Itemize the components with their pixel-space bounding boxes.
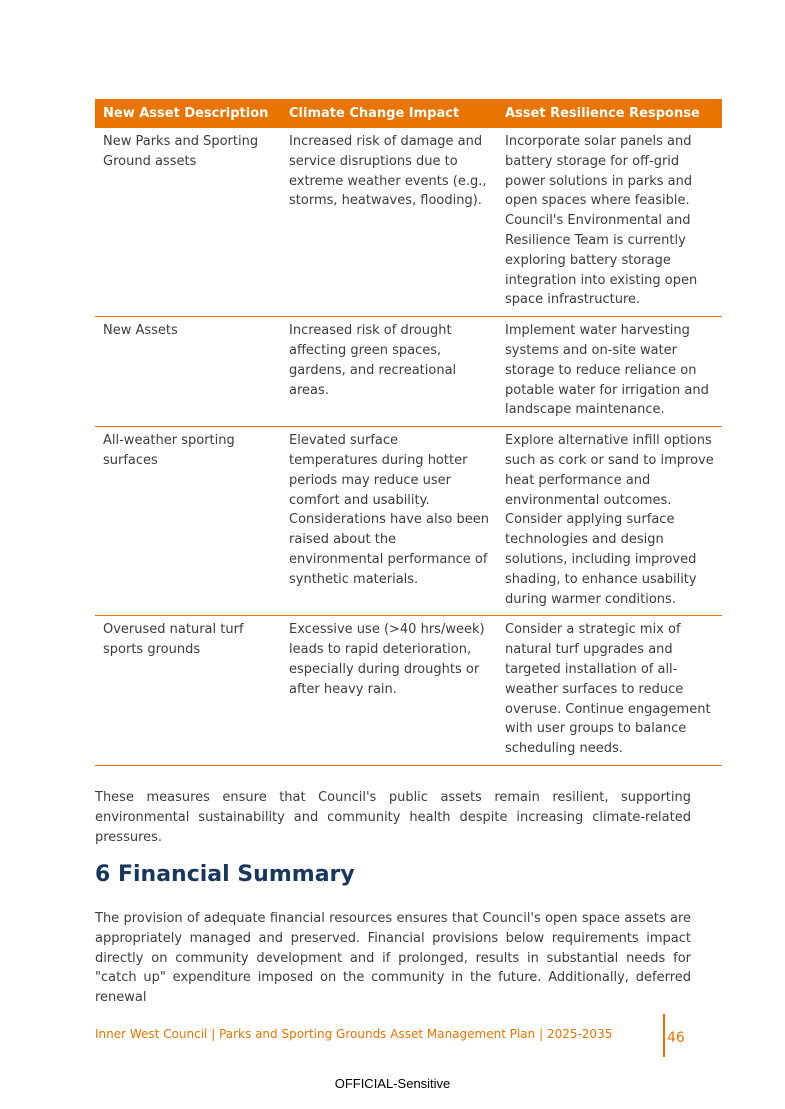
table-cell: Overused natural turf sports grounds [95, 616, 281, 766]
table-row [95, 427, 722, 616]
table-cell: Increased risk of damage and service disruptions due to extreme weather events (e.g., storms, heatwaves, flooding). [281, 128, 497, 317]
table-cell: Explore alternative infill options such as cork or sand to improve heat performance and environmental outcomes. Consider applying surface technologies and design solutions, including improved shading, to enhance usability during warmer conditions. [497, 427, 722, 616]
table-cell: Increased risk of drought affecting green spaces, gardens, and recreational areas. [281, 317, 497, 427]
table-cell: All-weather sporting surfaces [95, 427, 281, 616]
column-header: Climate Change Impact [281, 99, 497, 128]
column-header: New Asset Description [95, 99, 281, 128]
table-cell: Elevated surface temperatures during hotter periods may reduce user comfort and usability. Considerations have also been raised about the environmental performance of synthetic materials. [281, 427, 497, 616]
table-cell: New Parks and Sporting Ground assets [95, 128, 281, 317]
table-cell: Implement water harvesting systems and on-site water storage to reduce reliance on potable water for irrigation and landscape maintenance. [497, 317, 722, 427]
page-number: 46 [667, 1030, 685, 1046]
column-header: Asset Resilience Response [497, 99, 722, 128]
classification-label: OFFICIAL-Sensitive [334, 1076, 451, 1091]
table-cell: Incorporate solar panels and battery storage for off-grid power solutions in parks and open spaces where feasible. Council's Environmental and Resilience Team is currently exploring battery storage integration into existing open space infrastructure. [497, 128, 722, 317]
table-row [95, 616, 722, 766]
table-cell: Excessive use (>40 hrs/week) leads to rapid deterioration, especially during droughts or after heavy rain. [281, 616, 497, 766]
footer-text: Inner West Council | Parks and Sporting Grounds Asset Management Plan | 2025-2035 [95, 1027, 613, 1041]
table-cell: Consider a strategic mix of natural turf upgrades and targeted installation of all-weather surfaces to reduce overuse. Continue engagement with user groups to balance scheduling needs. [497, 616, 722, 766]
summary-paragraph: These measures ensure that Council's public assets remain resilient, supporting environmental sustainability and community health despite increasing climate-related pressures. [95, 790, 691, 845]
table-row [95, 317, 722, 427]
climate-resilience-table [95, 99, 722, 766]
table-row [95, 128, 722, 317]
table-cell: New Assets [95, 317, 281, 427]
section-heading: 6 Financial Summary [95, 862, 355, 887]
table-header-row [95, 99, 722, 128]
footer-divider [663, 1014, 665, 1057]
financial-summary-paragraph: The provision of adequate financial resources ensures that Council's open space assets are appropriately managed and preserved. Financial provisions below requirements impact directly on community development and if prolonged, results in substantial needs for "catch up" expenditure imposed on the community in the future. Additionally, deferred renewal [95, 911, 691, 1006]
